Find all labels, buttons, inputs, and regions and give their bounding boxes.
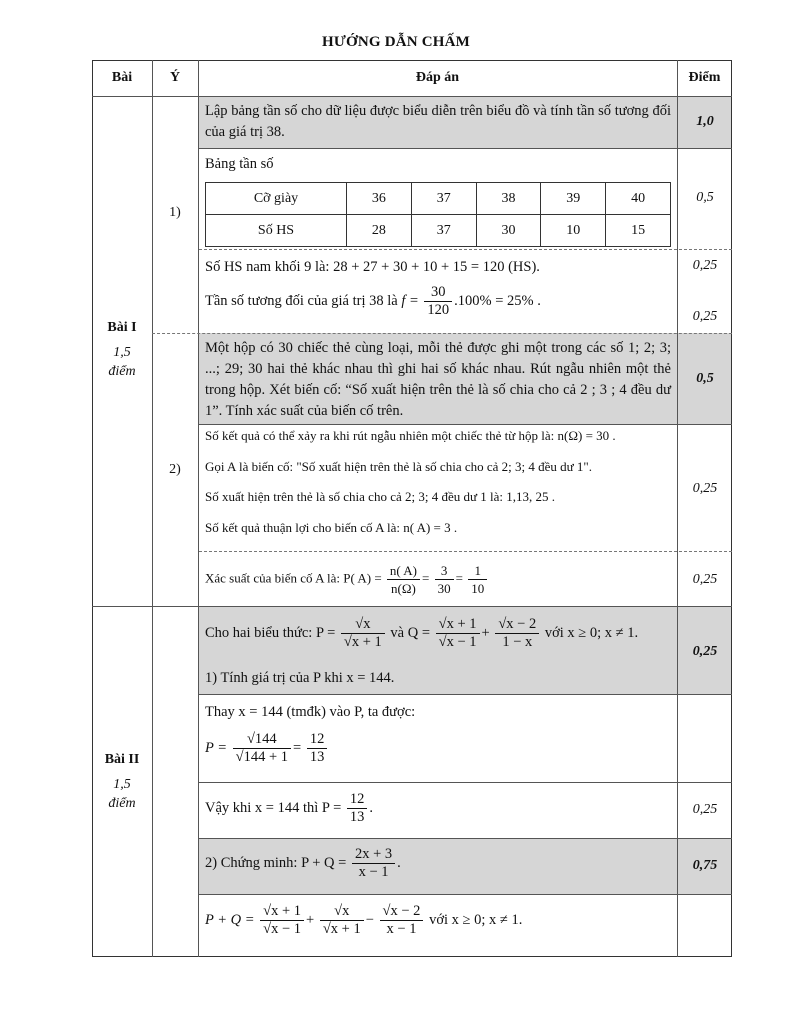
conclusion-score: 0,25 [692, 802, 718, 817]
fraction-numerator: n( A) [387, 562, 420, 580]
bai2-question2: 2) Chứng minh: P + Q = $\frac{2x + 3}{x - 1}$ . [205, 846, 401, 880]
table-cell: Cỡ giày [206, 183, 347, 215]
bai2-points: 1,5 [113, 777, 131, 792]
freq-line [205, 284, 541, 319]
fraction-numerator: √144 [233, 731, 291, 749]
freq-f: f = [401, 292, 419, 309]
fraction-numerator: 2x + 3 [352, 846, 395, 864]
last-fraction-1 [260, 903, 304, 938]
table-cell: 37 [411, 215, 476, 247]
col-divider [198, 60, 199, 957]
table-row [206, 183, 671, 215]
total-score: 0,25 [692, 258, 718, 273]
freq-fraction [424, 284, 452, 319]
fraction-numerator: 1 [468, 562, 487, 580]
prob-fraction-2 [435, 562, 454, 597]
row-divider [199, 249, 732, 250]
col-divider [152, 60, 153, 957]
fraction-numerator: 30 [424, 284, 452, 302]
bai1-question2: Một hộp có 30 chiếc thẻ cùng loại, mỗi thẻ được ghi một trong các số 1; 2; 3; ...; 29; 30 hai thẻ khác nhau thì ghi hai số khác nhau. Rút ngẫu nhiên một thẻ trong hộp. Xét biến cố: “Số xuất hiện trên thẻ là số chia cho cả 2 ; 3 ; 4 đều dư 1”. Tính xác suất của biến cố trên. [205, 340, 671, 419]
fraction-numerator: 12 [347, 791, 368, 809]
bai2-unit: điểm [108, 796, 136, 811]
freq-prefix: Tần số tương đối của giá trị 38 là [205, 292, 402, 309]
table-row [206, 215, 671, 247]
table-score: 0,5 [696, 190, 714, 205]
a2-line3: Số xuất hiện trên thẻ là số chia cho cả 2; 3; 4 đều dư 1 là: 1,13, 25 . [205, 489, 556, 504]
fraction-numerator: √x [341, 616, 385, 634]
fraction-denominator: 13 [309, 749, 325, 765]
table-cell: 28 [347, 215, 412, 247]
prob-prefix: Xác suất của biến cố A là: P( A) = [205, 570, 382, 586]
fraction-denominator: √x − 1 [438, 634, 477, 650]
header-bai: Bài [111, 70, 133, 85]
q1-score: 1,0 [696, 114, 714, 129]
row-divider [199, 838, 732, 839]
row-divider [199, 894, 732, 895]
row-divider [199, 694, 732, 695]
a2-line2: Gọi A là biến cố: "Số xuất hiện trên thẻ là số chia cho cả 2; 3; 4 đều dư 1". [205, 459, 592, 474]
fraction-denominator: √x + 1 [343, 634, 382, 650]
header-diem: Điểm [688, 70, 721, 85]
fraction-denominator: √x + 1 [322, 921, 361, 937]
intro-prefix: Cho hai biểu thức: P = [205, 624, 336, 641]
q2-prefix: 2) Chứng minh: P + Q = [205, 854, 347, 871]
last-fraction-3 [380, 903, 424, 938]
table-caption: Bảng tần số [205, 156, 274, 172]
fraction-numerator: √x − 2 [495, 616, 539, 634]
y1-label: 1) [169, 205, 181, 220]
a2-score: 0,25 [692, 481, 718, 496]
table-cell: 39 [541, 183, 606, 215]
intro-cond: với x ≥ 0; x ≠ 1. [541, 624, 639, 641]
table-cell: 30 [476, 215, 541, 247]
q-fraction-2 [495, 616, 539, 651]
sub-result [307, 731, 328, 766]
a2-line4: Số kết quả thuận lợi cho biến cố A là: n( A) = 3 . [205, 520, 458, 535]
bai1-question1: Lập bảng tần số cho dữ liệu được biểu diễn trên biểu đồ và tính tần số tương đối của giá trị 38. [205, 103, 671, 140]
fraction-denominator: √144 + 1 [235, 749, 289, 765]
fraction-denominator: x − 1 [386, 921, 417, 937]
conclusion-prefix: Vậy khi x = 144 thì P = [205, 799, 342, 816]
fraction-denominator: n(Ω) [391, 581, 416, 596]
table-cell: 38 [476, 183, 541, 215]
row-divider [152, 333, 732, 334]
header-y: Ý [169, 70, 181, 85]
q2-score: 0,5 [696, 371, 714, 386]
table-cell: 36 [347, 183, 412, 215]
header-dap-an: Đáp án [415, 70, 460, 85]
fraction-numerator: 3 [435, 562, 454, 580]
table-cell: Số HS [206, 215, 347, 247]
fraction-denominator: 10 [471, 581, 485, 596]
row-divider [92, 96, 732, 97]
freq-score: 0,25 [692, 309, 718, 324]
prob-line: Xác suất của biến cố A là: P( A) = $\frac{n( A)}{n(\Omega)}$ = $\frac{3}{30}$ = $\frac{1}{10}$ [205, 562, 489, 597]
bai2-q2-score: 0,75 [692, 858, 718, 873]
fraction-denominator: 30 [437, 581, 451, 596]
prob-fraction-1 [387, 562, 420, 597]
fraction-numerator: √x [320, 903, 364, 921]
frequency-table [205, 182, 671, 247]
and-q: và Q = [386, 624, 431, 641]
conclusion-line: Vậy khi x = 144 thì P = $\frac{12}{13}$ . [205, 791, 373, 825]
y2-label: 2) [169, 462, 181, 477]
bai2-q1-score: 0,25 [692, 644, 718, 659]
bai1-unit: điểm [108, 364, 136, 379]
sub-p: P = [205, 739, 228, 756]
bai1-label [92, 320, 152, 381]
fraction-denominator: 13 [349, 809, 365, 825]
sub-calc: P = $\frac{√144}{√144 + 1}$ = $\frac{12}{13}$ [205, 731, 329, 766]
bai1-title: Bài I [107, 320, 137, 335]
fraction-denominator: x − 1 [358, 864, 389, 880]
table-cell: 40 [606, 183, 671, 215]
conclusion-fraction [347, 791, 368, 826]
last-line: P + Q = $\frac{√x + 1}{√x - 1}$ + $\frac{√x}{√x + 1}$ − $\frac{√x - 2}{x - 1}$ với x ≥ 0; x ≠ 1. [205, 903, 523, 937]
fraction-denominator: 120 [427, 302, 450, 318]
prob-fraction-3 [468, 562, 487, 597]
prob-score: 0,25 [692, 572, 718, 587]
fraction-numerator: √x + 1 [260, 903, 304, 921]
table-cell: 10 [541, 215, 606, 247]
row-divider [92, 606, 732, 607]
q-fraction-1 [436, 616, 480, 651]
bai2-label [92, 752, 152, 813]
a2-line1: Số kết quả có thể xảy ra khi rút ngẫu nhiên một chiếc thẻ từ hộp là: n(Ω) = 30 . [205, 428, 616, 443]
bai2-intro: Cho hai biểu thức: P = $\frac{√x}{√x + 1}$ và Q = $\frac{√x + 1}{√x - 1}$ + $\frac{√x - 2}{1 - x}$ với x ≥ 0; x ≠ 1. [205, 616, 639, 650]
bai2-title: Bài II [104, 752, 140, 767]
total-line: Số HS nam khối 9 là: 28 + 27 + 30 + 10 + 15 = 120 (HS). [205, 259, 540, 275]
sub-line: Thay x = 144 (tmđk) vào P, ta được: [205, 704, 416, 720]
fraction-denominator: √x − 1 [263, 921, 302, 937]
fraction-numerator: √x − 2 [380, 903, 424, 921]
row-divider [199, 551, 732, 552]
table-cell: 37 [411, 183, 476, 215]
freq-suffix: .100% = 25% . [454, 292, 541, 309]
fraction-numerator: √x + 1 [436, 616, 480, 634]
table-cell: 15 [606, 215, 671, 247]
last-cond: với x ≥ 0; x ≠ 1. [425, 911, 523, 928]
fraction-numerator: 12 [307, 731, 328, 749]
sub-fraction [233, 731, 291, 766]
last-prefix: P + Q = [205, 911, 255, 928]
page-title: HƯỚNG DẪN CHẤM [321, 34, 471, 50]
fraction-denominator: 1 − x [502, 634, 533, 650]
row-divider [199, 782, 732, 783]
row-divider [199, 148, 732, 149]
q2-fraction [352, 846, 395, 881]
bai2-question1: 1) Tính giá trị của P khi x = 144. [205, 670, 395, 686]
last-fraction-2 [320, 903, 364, 938]
p-fraction [341, 616, 385, 651]
bai1-points: 1,5 [113, 345, 131, 360]
